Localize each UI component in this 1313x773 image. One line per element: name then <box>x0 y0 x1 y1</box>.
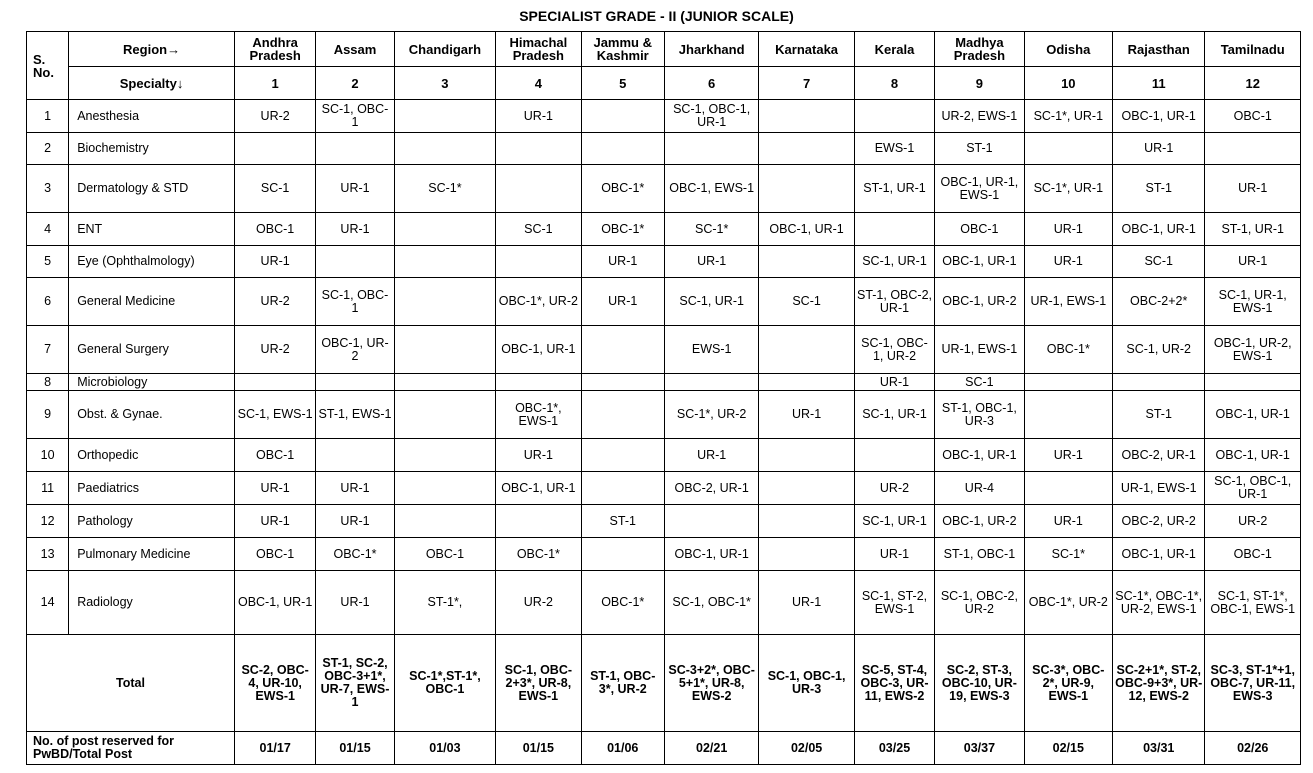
allocation-cell: OBC-1 <box>935 213 1024 246</box>
header-row-regions <box>27 32 1301 67</box>
allocation-cell: SC-1, OBC-1 <box>316 278 394 326</box>
total-cell: SC-3, ST-1*+1, OBC-7, UR-11, EWS-3 <box>1205 635 1301 732</box>
allocation-cell <box>234 133 315 165</box>
allocation-cell <box>394 100 495 133</box>
allocation-cell: OBC-1*, UR-2 <box>1024 571 1112 635</box>
allocation-cell: UR-1 <box>759 391 854 439</box>
region-number: 11 <box>1113 67 1205 100</box>
allocation-cell: UR-1 <box>1113 133 1205 165</box>
allocation-cell: SC-1, OBC-1 <box>316 100 394 133</box>
row-number: 12 <box>27 505 69 538</box>
allocation-cell <box>581 538 664 571</box>
region-number: 10 <box>1024 67 1112 100</box>
allocation-cell <box>1113 374 1205 391</box>
allocation-cell <box>496 505 581 538</box>
table-row <box>27 133 1301 165</box>
allocation-cell: OBC-1, UR-1 <box>1113 538 1205 571</box>
allocation-cell <box>759 133 854 165</box>
allocation-cell <box>316 133 394 165</box>
allocation-cell: UR-1 <box>316 505 394 538</box>
allocation-cell <box>581 100 664 133</box>
allocation-cell: SC-1 <box>935 374 1024 391</box>
sno-header: S. No. <box>27 32 69 100</box>
allocation-cell <box>496 374 581 391</box>
allocation-cell: UR-2 <box>1205 505 1301 538</box>
allocation-cell: ST-1 <box>1113 391 1205 439</box>
allocation-cell: OBC-2+2* <box>1113 278 1205 326</box>
table-row <box>27 439 1301 472</box>
row-number: 2 <box>27 133 69 165</box>
allocation-cell: SC-1, UR-1 <box>854 505 934 538</box>
allocation-cell: OBC-1 <box>234 538 315 571</box>
region-number: 1 <box>234 67 315 100</box>
allocation-cell: OBC-1 <box>234 213 315 246</box>
allocation-cell <box>316 246 394 278</box>
row-number: 4 <box>27 213 69 246</box>
allocation-cell <box>394 472 495 505</box>
region-header: Jharkhand <box>664 32 758 67</box>
specialty-name: General Surgery <box>69 326 235 374</box>
allocation-cell: UR-1 <box>664 439 758 472</box>
region-number: 3 <box>394 67 495 100</box>
allocation-cell: ST-1*, <box>394 571 495 635</box>
allocation-cell: OBC-1, UR-1 <box>935 439 1024 472</box>
pwbd-cell: 01/15 <box>316 732 394 765</box>
header-row-numbers <box>27 67 1301 100</box>
allocation-cell <box>394 278 495 326</box>
allocation-cell <box>1024 133 1112 165</box>
region-header: Tamilnadu <box>1205 32 1301 67</box>
allocation-cell: OBC-1* <box>581 213 664 246</box>
table-row <box>27 213 1301 246</box>
allocation-cell: UR-1 <box>496 439 581 472</box>
specialty-name: Orthopedic <box>69 439 235 472</box>
allocation-cell <box>664 505 758 538</box>
allocation-cell: UR-1, EWS-1 <box>935 326 1024 374</box>
allocation-cell: SC-1 <box>759 278 854 326</box>
allocation-cell <box>394 246 495 278</box>
row-number: 9 <box>27 391 69 439</box>
allocation-cell: SC-1, OBC-2, UR-2 <box>935 571 1024 635</box>
pwbd-cell: 01/03 <box>394 732 495 765</box>
table-row <box>27 246 1301 278</box>
allocation-cell <box>759 165 854 213</box>
total-cell: SC-2, ST-3, OBC-10, UR-19, EWS-3 <box>935 635 1024 732</box>
allocation-cell: UR-2 <box>496 571 581 635</box>
total-cell: SC-3+2*, OBC-5+1*, UR-8, EWS-2 <box>664 635 758 732</box>
allocation-cell: EWS-1 <box>664 326 758 374</box>
allocation-cell: OBC-1* <box>1024 326 1112 374</box>
specialist-table <box>26 31 1301 765</box>
pwbd-cell: 03/31 <box>1113 732 1205 765</box>
allocation-cell: ST-1, OBC-1 <box>935 538 1024 571</box>
allocation-cell: UR-1 <box>234 246 315 278</box>
table-row <box>27 326 1301 374</box>
table-row <box>27 505 1301 538</box>
row-number: 11 <box>27 472 69 505</box>
allocation-cell: ST-1, EWS-1 <box>316 391 394 439</box>
allocation-cell <box>854 213 934 246</box>
pwbd-cell: 03/25 <box>854 732 934 765</box>
allocation-cell: OBC-1, UR-2 <box>316 326 394 374</box>
table-row <box>27 278 1301 326</box>
allocation-cell: OBC-1* <box>496 538 581 571</box>
region-number: 9 <box>935 67 1024 100</box>
total-row <box>27 635 1301 732</box>
region-number: 5 <box>581 67 664 100</box>
allocation-cell: OBC-1* <box>581 571 664 635</box>
specialty-name: Paediatrics <box>69 472 235 505</box>
allocation-cell: SC-1* <box>664 213 758 246</box>
pwbd-cell: 01/06 <box>581 732 664 765</box>
allocation-cell: SC-1*, UR-1 <box>1024 165 1112 213</box>
allocation-cell: OBC-1, UR-1 <box>496 326 581 374</box>
region-header: Rajasthan <box>1113 32 1205 67</box>
allocation-cell <box>581 472 664 505</box>
allocation-cell: SC-1 <box>496 213 581 246</box>
allocation-cell: UR-1 <box>854 374 934 391</box>
allocation-cell: UR-1 <box>854 538 934 571</box>
total-cell: SC-1*,ST-1*, OBC-1 <box>394 635 495 732</box>
allocation-cell: UR-1 <box>581 246 664 278</box>
allocation-cell <box>394 505 495 538</box>
allocation-cell <box>1024 391 1112 439</box>
allocation-cell: SC-1* <box>1024 538 1112 571</box>
specialty-name: General Medicine <box>69 278 235 326</box>
allocation-cell: SC-1, OBC-1, UR-2 <box>854 326 934 374</box>
specialty-name: Pathology <box>69 505 235 538</box>
allocation-cell <box>759 326 854 374</box>
specialty-name: Microbiology <box>69 374 235 391</box>
row-number: 13 <box>27 538 69 571</box>
allocation-cell <box>759 246 854 278</box>
allocation-cell <box>234 374 315 391</box>
allocation-cell: SC-1* <box>394 165 495 213</box>
allocation-cell <box>581 391 664 439</box>
allocation-cell <box>759 505 854 538</box>
region-number: 2 <box>316 67 394 100</box>
allocation-cell: UR-1 <box>1024 246 1112 278</box>
total-label: Total <box>27 635 235 732</box>
allocation-cell <box>496 165 581 213</box>
table-row <box>27 391 1301 439</box>
allocation-cell: OBC-1, UR-1 <box>759 213 854 246</box>
pwbd-row <box>27 732 1301 765</box>
allocation-cell <box>664 133 758 165</box>
region-header: Kerala <box>854 32 934 67</box>
allocation-cell <box>1205 133 1301 165</box>
allocation-cell: UR-1 <box>1024 439 1112 472</box>
specialty-name: Radiology <box>69 571 235 635</box>
row-number: 5 <box>27 246 69 278</box>
allocation-cell: OBC-1, UR-1 <box>1113 213 1205 246</box>
pwbd-cell: 02/26 <box>1205 732 1301 765</box>
allocation-cell: SC-1, EWS-1 <box>234 391 315 439</box>
allocation-cell: OBC-1 <box>394 538 495 571</box>
allocation-cell <box>581 439 664 472</box>
allocation-cell: UR-1 <box>496 100 581 133</box>
region-label: Region→ <box>69 32 235 67</box>
allocation-cell: OBC-1, UR-1 <box>935 246 1024 278</box>
region-number: 4 <box>496 67 581 100</box>
specialty-name: Pulmonary Medicine <box>69 538 235 571</box>
row-number: 1 <box>27 100 69 133</box>
region-header: Assam <box>316 32 394 67</box>
region-number: 12 <box>1205 67 1301 100</box>
total-cell: SC-2+1*, ST-2, OBC-9+3*, UR-12, EWS-2 <box>1113 635 1205 732</box>
total-cell: SC-2, OBC-4, UR-10, EWS-1 <box>234 635 315 732</box>
allocation-cell: UR-2 <box>234 278 315 326</box>
allocation-cell <box>581 133 664 165</box>
allocation-cell: SC-1, OBC-1, UR-1 <box>1205 472 1301 505</box>
allocation-cell <box>581 326 664 374</box>
allocation-cell: SC-1*, OBC-1*, UR-2, EWS-1 <box>1113 571 1205 635</box>
allocation-cell <box>1024 374 1112 391</box>
allocation-cell: UR-1 <box>581 278 664 326</box>
specialty-name: Obst. & Gynae. <box>69 391 235 439</box>
allocation-cell: SC-1, UR-1 <box>854 391 934 439</box>
table-row <box>27 538 1301 571</box>
allocation-cell <box>664 374 758 391</box>
total-cell: SC-1, OBC-1, UR-3 <box>759 635 854 732</box>
allocation-cell: OBC-2, UR-2 <box>1113 505 1205 538</box>
allocation-cell: UR-2 <box>234 100 315 133</box>
allocation-cell: UR-1 <box>1205 246 1301 278</box>
pwbd-cell: 02/05 <box>759 732 854 765</box>
allocation-cell <box>759 100 854 133</box>
allocation-cell <box>394 391 495 439</box>
allocation-cell: UR-2, EWS-1 <box>935 100 1024 133</box>
allocation-cell <box>394 374 495 391</box>
allocation-cell: OBC-1, UR-1 <box>664 538 758 571</box>
allocation-cell: OBC-1, UR-2 <box>935 278 1024 326</box>
allocation-cell: OBC-1, UR-2, EWS-1 <box>1205 326 1301 374</box>
region-header: Madhya Pradesh <box>935 32 1024 67</box>
allocation-cell: OBC-1, UR-1, EWS-1 <box>935 165 1024 213</box>
allocation-cell: UR-2 <box>854 472 934 505</box>
region-header: Karnataka <box>759 32 854 67</box>
allocation-cell: UR-1 <box>1024 213 1112 246</box>
allocation-cell: OBC-1, EWS-1 <box>664 165 758 213</box>
pwbd-cell: 03/37 <box>935 732 1024 765</box>
region-header: Jammu & Kashmir <box>581 32 664 67</box>
allocation-cell: ST-1 <box>1113 165 1205 213</box>
total-cell: SC-1, OBC-2+3*, UR-8, EWS-1 <box>496 635 581 732</box>
region-number: 7 <box>759 67 854 100</box>
allocation-cell: SC-1 <box>234 165 315 213</box>
pwbd-cell: 02/15 <box>1024 732 1112 765</box>
allocation-cell <box>394 326 495 374</box>
allocation-cell: SC-1*, UR-1 <box>1024 100 1112 133</box>
table-row <box>27 472 1301 505</box>
allocation-cell: OBC-1 <box>1205 538 1301 571</box>
region-number: 6 <box>664 67 758 100</box>
allocation-cell: OBC-1, UR-1 <box>1205 439 1301 472</box>
allocation-cell <box>1024 472 1112 505</box>
allocation-cell: UR-1, EWS-1 <box>1024 278 1112 326</box>
row-number: 8 <box>27 374 69 391</box>
allocation-cell <box>1205 374 1301 391</box>
allocation-cell <box>394 439 495 472</box>
allocation-cell <box>759 439 854 472</box>
allocation-cell: SC-1, ST-2, EWS-1 <box>854 571 934 635</box>
allocation-cell <box>759 374 854 391</box>
allocation-cell: UR-1 <box>1205 165 1301 213</box>
region-header: Chandigarh <box>394 32 495 67</box>
page-title: SPECIALIST GRADE - II (JUNIOR SCALE) <box>519 8 794 24</box>
allocation-cell: OBC-1, UR-1 <box>1205 391 1301 439</box>
allocation-cell: EWS-1 <box>854 133 934 165</box>
allocation-cell: ST-1 <box>581 505 664 538</box>
pwbd-cell: 02/21 <box>664 732 758 765</box>
allocation-cell: UR-1 <box>234 505 315 538</box>
pwbd-cell: 01/17 <box>234 732 315 765</box>
allocation-cell: SC-1, OBC-1, UR-1 <box>664 100 758 133</box>
allocation-cell: ST-1, OBC-2, UR-1 <box>854 278 934 326</box>
specialty-name: ENT <box>69 213 235 246</box>
table-row <box>27 100 1301 133</box>
total-cell: ST-1, SC-2, OBC-3+1*, UR-7, EWS-1 <box>316 635 394 732</box>
specialty-name: Biochemistry <box>69 133 235 165</box>
allocation-cell: UR-1, EWS-1 <box>1113 472 1205 505</box>
specialty-name: Dermatology & STD <box>69 165 235 213</box>
region-header: Himachal Pradesh <box>496 32 581 67</box>
allocation-cell <box>854 100 934 133</box>
allocation-cell: UR-1 <box>316 472 394 505</box>
allocation-cell: OBC-1, UR-1 <box>1113 100 1205 133</box>
region-header: Andhra Pradesh <box>234 32 315 67</box>
allocation-cell: SC-1, UR-1 <box>854 246 934 278</box>
allocation-cell: UR-1 <box>664 246 758 278</box>
allocation-cell: ST-1, UR-1 <box>854 165 934 213</box>
allocation-cell: SC-1 <box>1113 246 1205 278</box>
allocation-cell: OBC-2, UR-1 <box>1113 439 1205 472</box>
allocation-cell: UR-1 <box>316 571 394 635</box>
allocation-cell: ST-1 <box>935 133 1024 165</box>
allocation-cell: SC-1, UR-1, EWS-1 <box>1205 278 1301 326</box>
allocation-cell <box>316 374 394 391</box>
allocation-cell: OBC-1, UR-1 <box>496 472 581 505</box>
allocation-cell <box>854 439 934 472</box>
specialty-label: Specialty↓ <box>69 67 235 100</box>
allocation-cell: UR-4 <box>935 472 1024 505</box>
allocation-cell <box>496 133 581 165</box>
pwbd-label: No. of post reserved for PwBD/Total Post <box>27 732 235 765</box>
allocation-cell: ST-1, OBC-1, UR-3 <box>935 391 1024 439</box>
specialty-name: Eye (Ophthalmology) <box>69 246 235 278</box>
allocation-cell: OBC-1*, EWS-1 <box>496 391 581 439</box>
allocation-cell: OBC-1* <box>581 165 664 213</box>
allocation-cell: SC-1, OBC-1* <box>664 571 758 635</box>
total-cell: ST-1, OBC-3*, UR-2 <box>581 635 664 732</box>
allocation-cell: UR-1 <box>316 213 394 246</box>
allocation-cell <box>581 374 664 391</box>
allocation-cell: OBC-2, UR-1 <box>664 472 758 505</box>
allocation-cell: UR-1 <box>234 472 315 505</box>
allocation-cell: SC-1, UR-1 <box>664 278 758 326</box>
allocation-cell: OBC-1 <box>1205 100 1301 133</box>
allocation-cell <box>496 246 581 278</box>
allocation-cell: SC-1, UR-2 <box>1113 326 1205 374</box>
allocation-cell: SC-1*, UR-2 <box>664 391 758 439</box>
row-number: 6 <box>27 278 69 326</box>
allocation-cell: OBC-1* <box>316 538 394 571</box>
region-header: Odisha <box>1024 32 1112 67</box>
allocation-cell: UR-1 <box>1024 505 1112 538</box>
row-number: 7 <box>27 326 69 374</box>
pwbd-cell: 01/15 <box>496 732 581 765</box>
allocation-cell: OBC-1, UR-2 <box>935 505 1024 538</box>
row-number: 10 <box>27 439 69 472</box>
allocation-cell <box>394 213 495 246</box>
allocation-cell <box>316 439 394 472</box>
allocation-cell: OBC-1 <box>234 439 315 472</box>
total-cell: SC-3*, OBC-2*, UR-9, EWS-1 <box>1024 635 1112 732</box>
allocation-cell <box>759 472 854 505</box>
allocation-cell: SC-1, ST-1*, OBC-1, EWS-1 <box>1205 571 1301 635</box>
allocation-cell <box>394 133 495 165</box>
row-number: 14 <box>27 571 69 635</box>
allocation-cell: OBC-1, UR-1 <box>234 571 315 635</box>
specialty-name: Anesthesia <box>69 100 235 133</box>
table-row <box>27 165 1301 213</box>
allocation-cell <box>759 538 854 571</box>
total-cell: SC-5, ST-4, OBC-3, UR-11, EWS-2 <box>854 635 934 732</box>
allocation-cell: UR-1 <box>759 571 854 635</box>
row-number: 3 <box>27 165 69 213</box>
allocation-cell: UR-2 <box>234 326 315 374</box>
allocation-cell: UR-1 <box>316 165 394 213</box>
table-row <box>27 374 1301 391</box>
region-number: 8 <box>854 67 934 100</box>
allocation-cell: ST-1, UR-1 <box>1205 213 1301 246</box>
table-row <box>27 571 1301 635</box>
allocation-cell: OBC-1*, UR-2 <box>496 278 581 326</box>
